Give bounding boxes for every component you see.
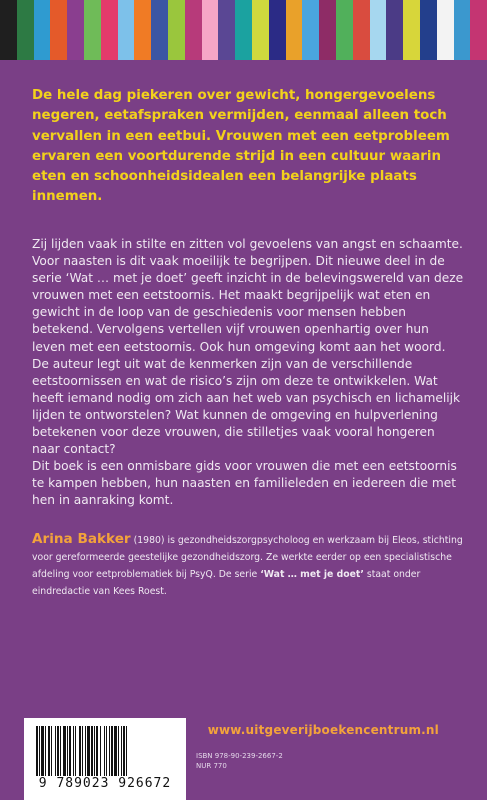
description-text <box>32 236 464 510</box>
color-stripe <box>437 0 454 60</box>
author-bio-part-2: staat onder eindredactie van Kees Roest. <box>32 569 421 597</box>
author-name: Arina Bakker <box>32 531 131 547</box>
color-stripe <box>235 0 252 60</box>
color-stripe <box>84 0 101 60</box>
color-stripe <box>134 0 151 60</box>
color-stripe <box>336 0 353 60</box>
color-stripe <box>202 0 219 60</box>
publisher-website-link[interactable]: www.uitgeverijboekencentrum.nl <box>207 723 439 737</box>
description-paragraph-1: Zij lijden vaak in stilte en zitten vol gevoelens van angst en schaamte. Voor naasten is dit vaak moeilijk te begrijpen. Dit nieuwe deel in de serie ‘Wat … met je doet’ geeft inzicht in de belevingswereld van deze vrouwen met een eetstoornis. Het maakt begrijpelijk wat eten en gewicht in de loop van de geschiedenis voor mensen hebben betekend. Vervolgens vertellen vijf vrouwen openhartig over hun leven met een eetstoornis. Ook hun omgeving komt aan het woord. De auteur legt uit wat de kenmerken zijn van de verschillende eetstoornissen en wat de risico’s zijn om deze te ontwikkelen. Wat heeft iemand nodig om zich aan het web van psychisch en lichamelijk lijden te ontworstelen? Wat kunnen de omgeving en hulpverlening betekenen voor deze vrouwen, die stilletjes vaak vooral hongeren naar contact? <box>32 237 464 457</box>
color-stripe <box>286 0 303 60</box>
color-stripe <box>50 0 67 60</box>
color-stripes-band <box>0 0 487 60</box>
color-stripe <box>118 0 135 60</box>
author-bio <box>32 531 464 600</box>
isbn-info <box>196 751 283 771</box>
color-stripe <box>34 0 51 60</box>
color-stripe <box>353 0 370 60</box>
barcode-bar <box>127 726 129 776</box>
color-stripe <box>252 0 269 60</box>
barcode-bars <box>36 726 178 776</box>
color-stripe <box>101 0 118 60</box>
isbn-number: ISBN 978-90-239-2667-2 <box>196 752 283 760</box>
description-paragraph-2: Dit boek is een onmisbare gids voor vrouwen die met een eetstoornis te kampen hebben, hun naasten en familieleden en iedereen die met hen in aanraking komt. <box>32 459 457 508</box>
color-stripe <box>269 0 286 60</box>
nur-code: NUR 770 <box>196 762 227 770</box>
author-bio-part-1: (1980) is gezondheidszorgpsycholoog en werkzaam bij Eleos, stichting voor gereformeerde geestelijke gezondheidszorg. Ze werkte eerder op een specialistische afdeling voor eetproblematiek bij PsyQ. De serie <box>32 535 463 580</box>
color-stripe <box>302 0 319 60</box>
color-stripe <box>151 0 168 60</box>
series-title: ‘Wat … met je doet’ <box>260 569 364 580</box>
color-stripe <box>454 0 471 60</box>
color-stripe <box>403 0 420 60</box>
intro-paragraph: De hele dag piekeren over gewicht, hongergevoelens negeren, eetafspraken vermijden, eenmaal alleen toch vervallen in een eetbui. Vrouwen met een eetprobleem ervaren een voortdurende strijd in een cultuur waarin eten en schoonheidsidealen een belangrijke plaats innemen. <box>32 88 450 205</box>
color-stripe <box>386 0 403 60</box>
color-stripe <box>185 0 202 60</box>
color-stripe <box>168 0 185 60</box>
color-stripe <box>319 0 336 60</box>
barcode-digits: 9 789023 926672 <box>38 776 172 791</box>
color-stripe <box>470 0 487 60</box>
color-stripe <box>17 0 34 60</box>
color-stripe <box>420 0 437 60</box>
color-stripe <box>67 0 84 60</box>
color-stripe <box>0 0 17 60</box>
color-stripe <box>370 0 387 60</box>
barcode <box>24 718 186 800</box>
color-stripe <box>218 0 235 60</box>
